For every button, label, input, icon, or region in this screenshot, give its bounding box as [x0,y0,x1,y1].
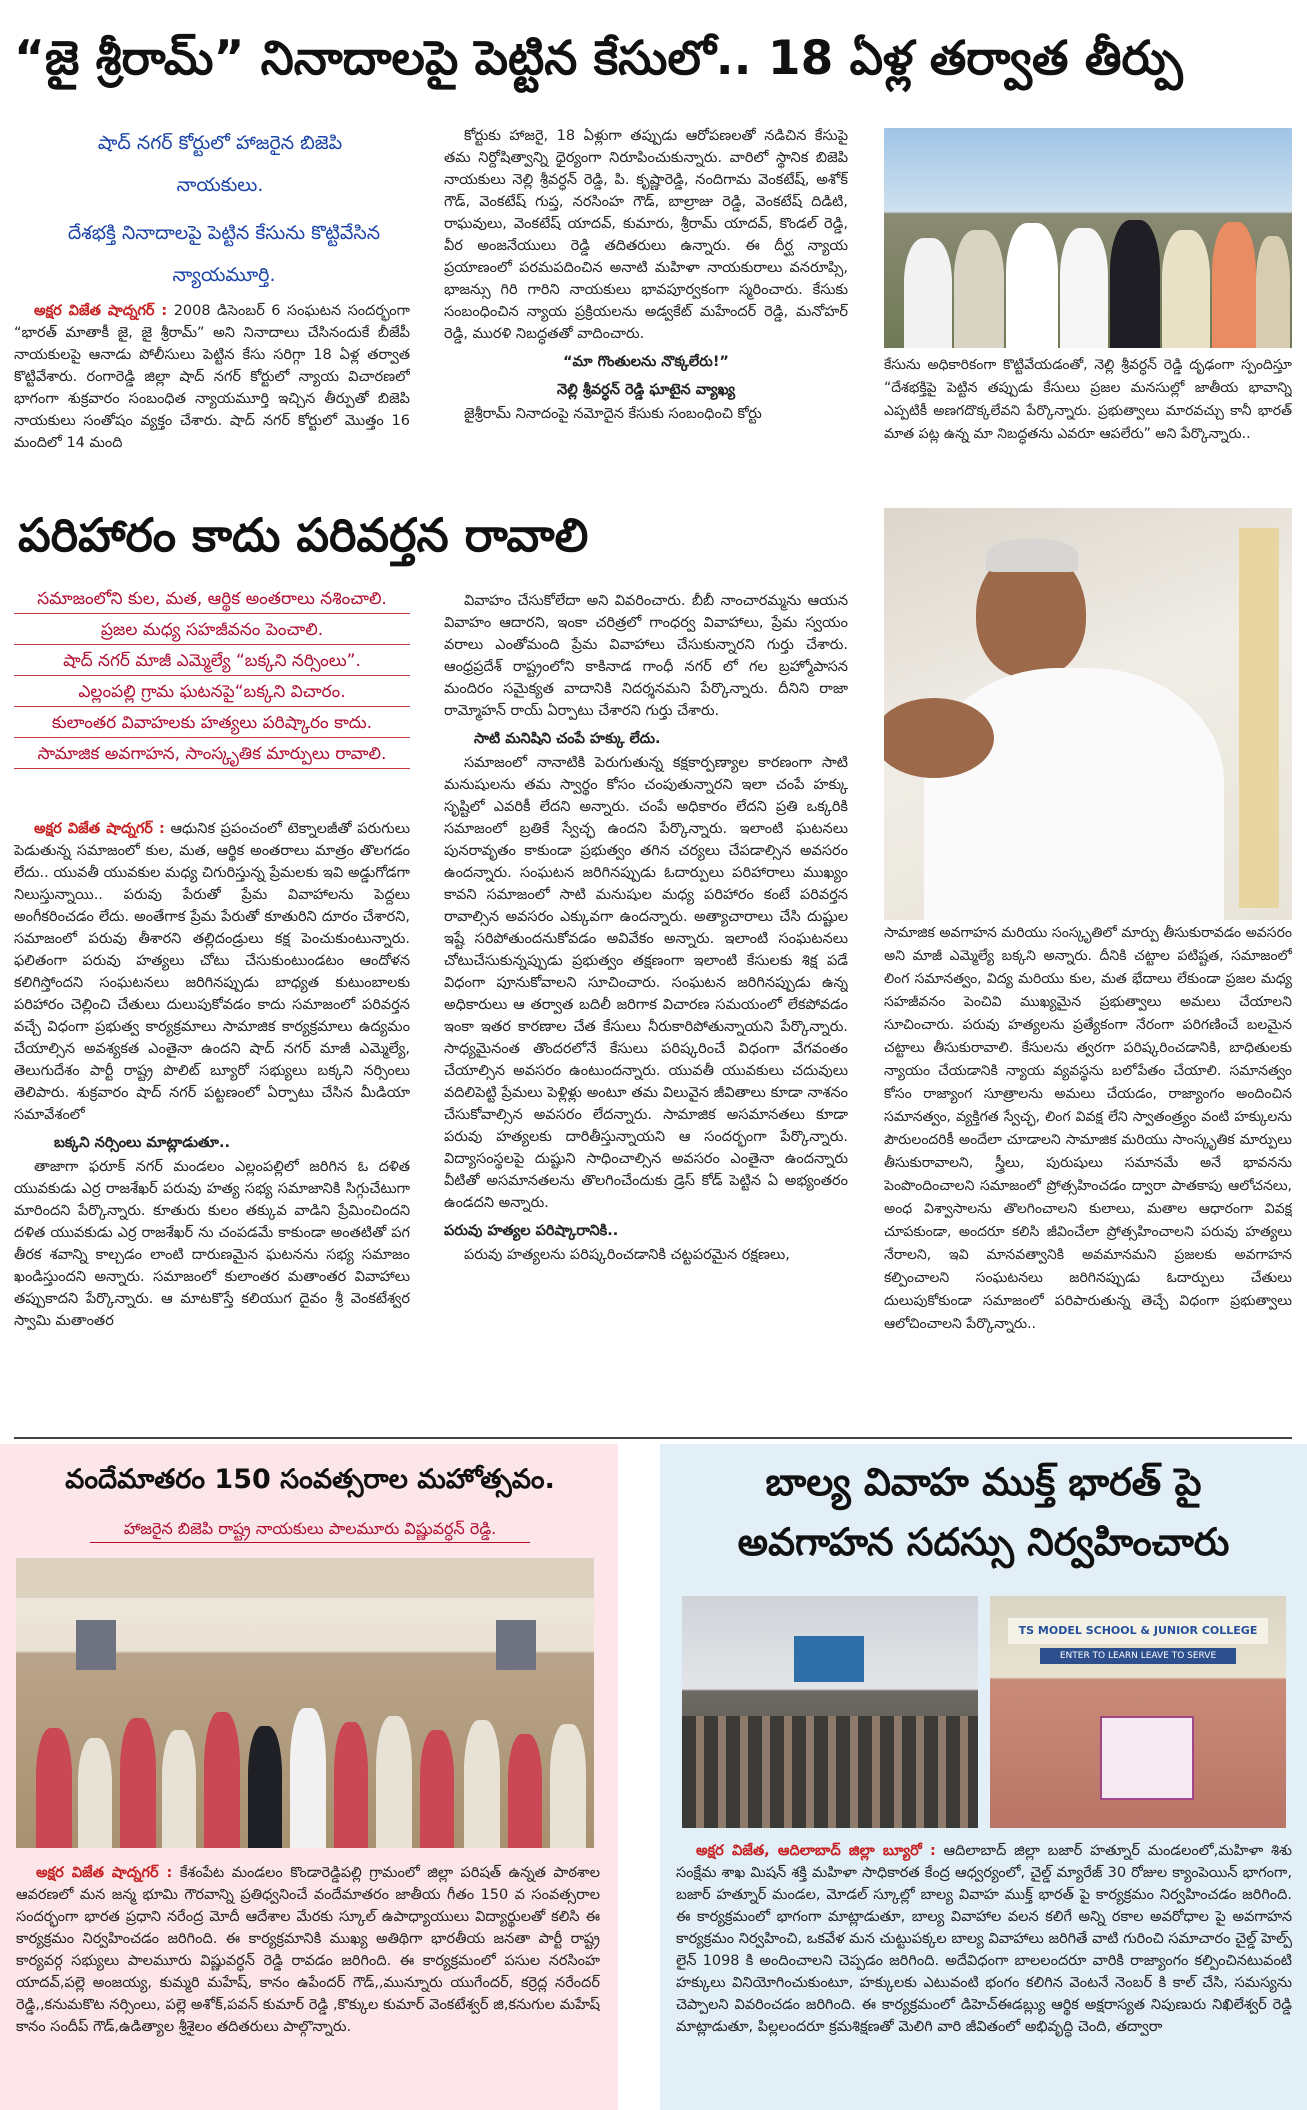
story4-body-text: ఆదిలాబాద్ జిల్లా బజార్ హత్నూర్ మండలంలో,మహిళా శిశు సంక్షేమ శాఖ మిషన్ శక్తి మహిళా సాధికారత కేంద్ర ఆధ్వర్యంలో, చైల్డ్ మ్యారేజ్ 30 రోజుల క్యాంపెయిన్ భాగంగా, బజార్ హత్నూర్ మండల, మోడల్ స్కూల్లో బాల్య వివాహ ముక్త్ భారత్ పై కార్యక్రమం నిర్వహించడం జరిగింది. ఈ కార్యక్రమంలో భాగంగా మాట్లాడుతూ, బాల్య వివాహాల వలన కలిగే అన్ని రకాల అవరోధాల పై అవగాహన కార్యక్రమం నిర్వహించి, ఒకవేళ మన చుట్టుపక్కల బాల్య వివాహాలు జరిగితే వాటి గురించి సమాచారం చైల్డ్ హెల్ప్ లైన్ 1098 కి అందించాలని చెప్పడం జరిగింది. అదేవిధంగా బాలలందరూ వారికి రాజ్యాంగం కల్పించినటువంటి హక్కులు వినియోగించుకుంటూ, హక్కులకు ఎటువంటి భంగం కలిగిన వెంటనే నెంబర్ కి కాల్ చేసి, సమస్యను చెప్పాలని వివరించడం జరిగింది. ఈ కార్యక్రమంలో డిహెచ్ఈడబ్ల్యు ఆర్థిక అక్షరాస్యత నిపుణురు నిఖిలేశ్వర్ రెడ్డి మాట్లాడుతూ, పిల్లలందరూ క్రమశిక్షణతో మెలిగి వారి జీవితంలో అభివృద్ధి చెంది, తద్వారా [676,1843,1292,2035]
story4-photo-hall [682,1596,978,1828]
school-board-motto: ENTER TO LEARN LEAVE TO SERVE [1040,1648,1236,1664]
story4-photo-group [990,1596,1286,1828]
story3-subhead: హాజరైన బిజెపి రాష్ట్ర నాయకులు పాలమూరు విష్ణువర్ధన్ రెడ్డి. [90,1516,530,1543]
story1-deck-2: దేశభక్తి నినాదాలపై పెట్టిన కేసును కొట్టివేసిన న్యాయమూర్తి. [67,222,381,286]
keyword-item: సమాజంలోని కుల, మత, ఆర్థిక అంతరాలు నశించాలి. [14,585,410,614]
story3-photo [16,1558,594,1848]
story3-body-text: కేశంపేట మండలం కొండారెడ్డిపల్లి గ్రామంలో జిల్లా పరిషత్ ఉన్నత పాఠశాల ఆవరణలో మన జన్మ భూమి గౌరవాన్ని ప్రతిధ్వనించే వందేమాతరం జాతీయ గీతం 150 వ సంవత్సరాల సందర్భంగా భారత ప్రధాని నరేంద్ర మోదీ ఆదేశాల మేరకు స్కూల్ ఉపాధ్యాయులు విద్యార్థులతో కలిసి ఈ కార్యక్రమం నిర్వహించడం జరిగింది. ఈ కార్యక్రమానికి ముఖ్య అతిథిగా భారతీయ జనతా పార్టీ రాష్ట్ర కార్యవర్గ సభ్యులు పాలమూరు విష్ణువర్ధన్ రెడ్డి రావడం జరిగింది. ఈ కార్యక్రమంలో పసుల నరసింహ యాదవ్,పల్లె అంజయ్య, కుమ్మరి మహేష్, కానం ఉపేందర్ గౌడ్,,మున్నూరు యుగేందర్, కర్రెద్ల నరేందర్ రెడ్డి,,కనుమకొట నర్సింలు, పల్లె అశోక్,పవన్ కుమార్ రెడ్డి ,కొక్కుల కుమార్ వెంకటేశ్వర్ జి,కనుగుల మహేష్ కానం సందీప్ గౌడ్,ఉడిత్యాల శ్రీశైలం తదితరులు పాల్గొన్నారు. [16,1865,600,2035]
story2-col1b-text: తాజాగా ఫరూక్ నగర్ మండలం ఎల్లంపల్లిలో జరిగిన ఓ దళిత యువకుడు ఎర్ర రాజశేఖర్ పరువు హత్య సభ్య సమాజానికి సిగ్గుచేటుగా మారిందని పేర్కొన్నారు. కూతురు కులం తక్కువ వాడిని ప్రేమించిందని దళిత యువకుడు ఎర్ర రాజశేఖర్ ను చంపడమే కాకుండా అంతటితో పగ తీరక శవాన్ని కాల్చడం లాంటి దారుణమైన ఘటనను సభ్య సమాజం ఖండిస్తుందని అన్నారు. సమాజంలో కులాంతర మతాంతర వివాహాలు తప్పుకాదని పేర్కొన్నారు. ఆ మాటకొస్తే కలియుగ దైవం శ్రీ వెంకటేశ్వర స్వామి మతాంతర [14,1159,410,1329]
story2-subhead-1: బక్కని నర్సింలు మాట్లాడుతూ.. [54,1135,230,1151]
keyword-item: ఎల్లంపల్లి గ్రామ ఘటనపై“బక్కని విచారం. [14,678,410,707]
story1-col1 [14,300,410,478]
story4-dateline: అక్షర విజేత, ఆదిలాబాద్ జిల్లా బ్యూరో : [696,1843,936,1859]
keyword-item: షాద్ నగర్ మాజీ ఎమ్మెల్యే “బక్కని నర్సింలు”. [14,647,410,676]
keyword-item: సామాజిక అవగాహన, సాంస్కృతిక మార్పులు రావాలి. [14,740,410,769]
story3-body [16,1862,600,2102]
story2-subhead-3: పరువు హత్యల పరిష్కారానికి.. [444,1223,619,1239]
story2-dateline: అక్షర విజేత షాద్నగర్ : [34,821,165,837]
story2-col2b-text: సమాజంలో నానాటికి పెరుగుతున్న కక్షకార్పణ్యాల కారణంగా సాటి మనుషులను తమ స్వార్థం కోసం చంపుతున్నారని ఇలా చంపే హక్కు సృష్టిలో ఎవరికీ లేదని అన్నారు. చంపే అధికారం లేదని ప్రతి ఒక్కరికి సమాజంలో బ్రతికే స్వేచ్ఛ ఉందని పేర్కొన్నారు. ఇలాంటి ఘటనలు పునరావృతం కాకుండా ప్రభుత్వం తగిన చర్యలు చేపడాల్సిన అవసరం ఉందన్నారు. సంఘటన జరిగినప్పుడు ఓదార్పులు పరిహారాలు ముఖ్యం కావని సమాజంలో సాటి మనుషుల మధ్య పరిహారం కంటే పరివర్తన రావాల్సిన అవసరం ఎక్కువగా ఉందన్నారు. అత్యాచారాలు చేసి దుష్టుల ఇష్టే సరిపోతుందనుకోవడం అవివేకం అన్నారు. ఇలాంటి సంఘటనలు చోటుచేసుకున్నప్పుడు ప్రభుత్వం తక్షణంగా ఇలాంటి కేసులకు శిక్ష పడే విధంగా పూనుకోవాలని సూచించారు. సంఘటన జరిగినప్పుడు ఉన్న అధికారులు ఆ తర్వాత బదిలీ జరిగాక విచారణ సమయంలో లేకపోవడం ఇంకా ఇతర కారణాల చేత కేసులు నీరుకారిపోతున్నాయని పేర్కొన్నారు. సాధ్యమైనంత తొందరలోనే కేసులు పరిష్కరించే విధంగా వేగవంతం చేయాల్సిన అవసరం ఉంటుందన్నారు. యువతీ యువకులు చదువులు వదిలిపెట్టి ప్రేమలు పెళ్లిళ్లు అంటూ తమ విలువైన జీవితాలు కూడా నాశనం చేసుకోవాల్సిన అవసరం లేదన్నారు. సామాజిక అసమానతలు కూడా పరువు హత్యలకు దారితీస్తున్నాయని ఆ సందర్భంగా పేర్కొన్నారు. విద్యాసంస్థలపై దుష్టుని సాధించాల్సిన అవసరం ఎంతైనా ఉందన్నారు వీటితో అసమానతలను తొలగించేందుకు డ్రెస్ కోడ్ పెట్టిన ఏ అభ్యంతరం ఉండదని అన్నారు. [444,755,848,1211]
story1-caption: కేసును అధికారికంగా కొట్టివేయడంతో, నెల్లి శ్రీవర్ధన్ రెడ్డి దృఢంగా స్పందిస్తూ “దేశభక్తిపై పెట్టిన తప్పుడు కేసులు ప్రజల మనసుల్లో జాతీయ భావాన్ని ఎప్పటికీ అణగదొక్కలేవని పేర్కొన్నారు. ప్రభుత్వాలు మారవచ్చు కానీ భారత్ మాత పట్ల ఉన్న మా నిబద్ధతను ఎవరూ ఆపలేరు” అని పేర్కొన్నారు.. [884,357,1292,442]
section-divider [14,1437,1292,1439]
story4-headline-line2: అవగాహన సదస్సు నిర్వహించారు [737,1520,1230,1564]
story4-body [676,1840,1292,2106]
story2-col2a-text: వివాహం చేసుకోలేదా అని వివరించారు. బీబీ నాంచారమ్మను ఆయన వివాహం ఆదారని, ఇంకా చరిత్రలో గాంధర్వ వివాహాలు, ప్రేమ స్వయం వరాలు ఎంతోమంది ప్రేమ వివాహాలు చేసుకున్నారని గుర్తు చేశారు. ఆంధ్రప్రదేశ్ రాష్ట్రంలోని కాకినాడ గాంధీ నగర్ లో గల బ్రహ్మోపాసన మందిరం సమైక్యత వాదానికి నిదర్శనమని పేర్కొన్నారు. దీనిని రాజా రామ్మోహన్ రాయ్ ఏర్పాటు చేశారని గుర్తు చేశారు. [444,593,848,719]
story1-photo [884,128,1292,348]
story3-headline: వందేమాతరం 150 సంవత్సరాల మహోత్సవం. [65,1464,555,1495]
story3-dateline: అక్షర విజేత షాద్నగర్ : [36,1865,173,1881]
story1-col2-text: కోర్టుకు హాజరై, 18 ఏళ్లుగా తప్పుడు ఆరోపణలతో నడిచిన కేసుపై తమ నిర్దోషిత్వాన్ని ధైర్యంగా నిరూపించుకున్నారు. వారిలో స్థానిక బిజెపి నాయకులు నెల్లి శ్రీవర్ధన్ రెడ్డి, పి. కృష్ణారెడ్డి, నందిగామ వెంకటేష్, అశోక్ గౌడ్, వెంకటేష్ గుప్త, నరసింహ గౌడ్, బాల్రాజు రెడ్డి, వెంకటేష్ దిడిటి, రాఘవులు, వెంకటేష్ యాదవ్, కుమారు, శ్రీరామ్ యాదవ్, కొండల్ రెడ్డి, వీర అంజనేయులు రెడ్డి తదితరులు ఉన్నారు. ఈ దీర్ఘ న్యాయ ప్రయాణంలో పరమపదించిన అనాటి మహిళా నాయకురాలు వనరూప్సి, భాజన్సు గిరి గారిని నాయకులు భావపూర్వకంగా స్మరించారు. కేసుకు సంబంధించిన న్యాయ ప్రక్రియలను అడ్వకేట్ మహేందర్ రెడ్డి, మనోహర్ రెడ్డి, మురళి నిబద్ధతతో వాదించారు. [444,128,848,342]
story2-subhead-2: సాటి మనిషిని చంపే హక్కు లేదు. [474,731,661,747]
story2-col2 [444,590,848,1430]
story2-photo [884,508,1292,920]
story1-deck-1: షాద్ నగర్ కోర్టులో హాజరైన బిజెపి నాయకులు. [97,132,343,196]
story1-headline: “జై శ్రీరామ్” నినాదాలపై పెట్టిన కేసులో.. 18 ఏళ్ల తర్వాత తీర్పు [14,31,1183,86]
story2-col1a-text: ఆధునిక ప్రపంచంలో టెక్నాలజీతో పరుగులు పెడుతున్న సమాజంలో కుల, మత, ఆర్థిక అంతరాలు మాత్రం తొలగడం లేదు.. యువతీ యువకుల మధ్య చిగురిస్తున్న ప్రేమలకు ఇవి అడ్డుగోడగా నిలుస్తున్నాయి.. పరువు పేరుతో ప్రేమ వివాహాలను పెద్దలు అంగీకరించడం లేదు. అంతేగాక ప్రేమ పేరుతో కూతురిని దూరం చేశారని, సమాజంలో పరువు తీశారని తల్లిదండ్రులు కక్ష పెంచుకుంటున్నారు. ఫలితంగా పరువు హత్యలు చోటు చేసుకుంటుండటం ఆందోళన కలిగిస్తోందని సంఘటనలు జరిగినప్పుడు బాధ్యత కుటుంబాలకు పరిహారం చెల్లించి చేతులు దులుపుకోవడం కాదు సమాజంలో పరివర్తన వచ్చే విధంగా ప్రభుత్వ కార్యక్రమాలు సామాజిక కార్యక్రమాలు ఉద్యమం చేయాల్సిన అవశ్యకత ఎంతైనా ఉందని షాద్ నగర్ మాజీ ఎమ్మెల్యే, తెలుగుదేశం పార్టీ రాష్ట్ర పొలిట్ బ్యూరో సభ్యులు బక్కని నర్సింలు తెలిపారు. శుక్రవారం షాద్ నగర్ పట్టణంలో ఏర్పాటు చేసిన మీడియా సమావేశంలో [14,821,410,1123]
story1-dateline: అక్షర విజేత షాద్నగర్ : [34,303,168,319]
story4-headline-line1: బాల్య వివాహ ముక్త్ భారత్ పై [765,1460,1202,1504]
story2-keyword-list [14,585,410,815]
story1-col2-end: జైశ్రీరామ్ నినాదంపై నమోదైన కేసుకు సంబంధించి కోర్టు [464,406,762,422]
story1-quote: “మా గొంతులను నొక్కలేరు!” [563,354,729,370]
story2-col2c-text: పరువు హత్యలను పరిష్కరించడానికి చట్టపరమైన రక్షణలు, [464,1247,790,1263]
story1-col1-text: 2008 డిసెంబర్ 6 సంఘటన సందర్భంగా “భారత్ మాతాకీ జై, జై శ్రీరామ్” అని నినాదాలు చేసినందుకే బీజేపీ నాయకులపై ఆనాడు పోలీసులు పెట్టిన కేసు సరిగ్గా 18 ఏళ్ల తర్వాత కొట్టివేశారు. రంగారెడ్డి జిల్లా షాద్ నగర్ కోర్టులో న్యాయ విచారణలో భాగంగా శుక్రవారం సంబంధిత న్యాయమూర్తి ఇచ్చిన తీర్పుతో బిజెపి నాయకులు సంతోషం వ్యక్తం చేశారు. షాద్ నగర్ కోర్టులో మొత్తం 16 మందిలో 14 మంది [14,303,410,451]
story2-col3: సామాజిక అవగాహన మరియు సంస్కృతిలో మార్పు తీసుకురావడం అవసరం అని మాజీ ఎమ్మెల్యే బక్కని అన్నారు. దీనికి చట్టాల పటిష్టత, సమాజంలో లింగ సమానత్వం, విద్య మరియు కుల, మత భేదాలు లేకుండా ప్రజల మధ్య సహజీవనం పెంచివి ముఖ్యమైన ప్రభుత్వాలు అమలు చేయాలని సూచించారు. పరువు హత్యలను ప్రత్యేకంగా నేరంగా పరిగణించే బలమైన చట్టాలు తీసుకురావాలి. కేసులను త్వరగా పరిష్కరించడానికి, బాధితులకు న్యాయం చేయడానికి న్యాయ వ్యవస్థను బలోపేతం చేయాలి. సమానత్వం కోసం రాజ్యాంగ సూత్రాలను అమలు చేయడం, రాజ్యాంగం అందించిన సమానత్వం, వ్యక్తిగత స్వేచ్ఛ, లింగ వివక్ష లేని స్వాతంత్ర్యం వంటి హక్కులను పౌరులందరికీ అందేలా చూడాలని సామాజిక మరియు సాంస్కృతిక మార్పులు తీసుకురావాలని, స్త్రీలు, పురుషులు సమానమే అనే భావనను పెంపొందించాలని సమాజంలో ప్రోత్సహించడం ద్వారా పాతకాపు ఆలోచనలు, అంధ విశ్వాసాలను తొలగించాలని కులాలు, మతాల ఆధారంగా వివక్ష చూపకుండా, అందరూ కలిసి జీవించేలా ప్రోత్సహించాలని పరువు హత్యలు నేరాలని, ఇవి మానవత్వానికి అవమానమని ప్రజలకు అవగాహన కల్పించాలని సంఘటనలు జరిగినప్పుడు ఓదార్పులు చేతులు దులుపుకోకుండా సమాజంలో పరిపారుతున్న తెచ్చే విధంగా ప్రభుత్వాలు ఆలోచించాలని పేర్కొన్నారు.. [884,925,1292,1332]
story1-quote-sub: నెల్లి శ్రీవర్ధన్ రెడ్డి ఘాటైన వ్యాఖ్య [556,382,736,398]
story2-col1 [14,818,410,1430]
keyword-item: ప్రజల మధ్య సహజీవనం పెంచాలి. [14,616,410,645]
school-board-text: TS MODEL SCHOOL & JUNIOR COLLEGE [1008,1618,1268,1644]
story2-headline: పరిహారం కాదు పరివర్తన రావాలి [18,508,589,562]
keyword-item: కులాంతర వివాహలకు హత్యలు పరిష్కారం కాదు. [14,709,410,738]
story1-col2 [444,125,848,480]
